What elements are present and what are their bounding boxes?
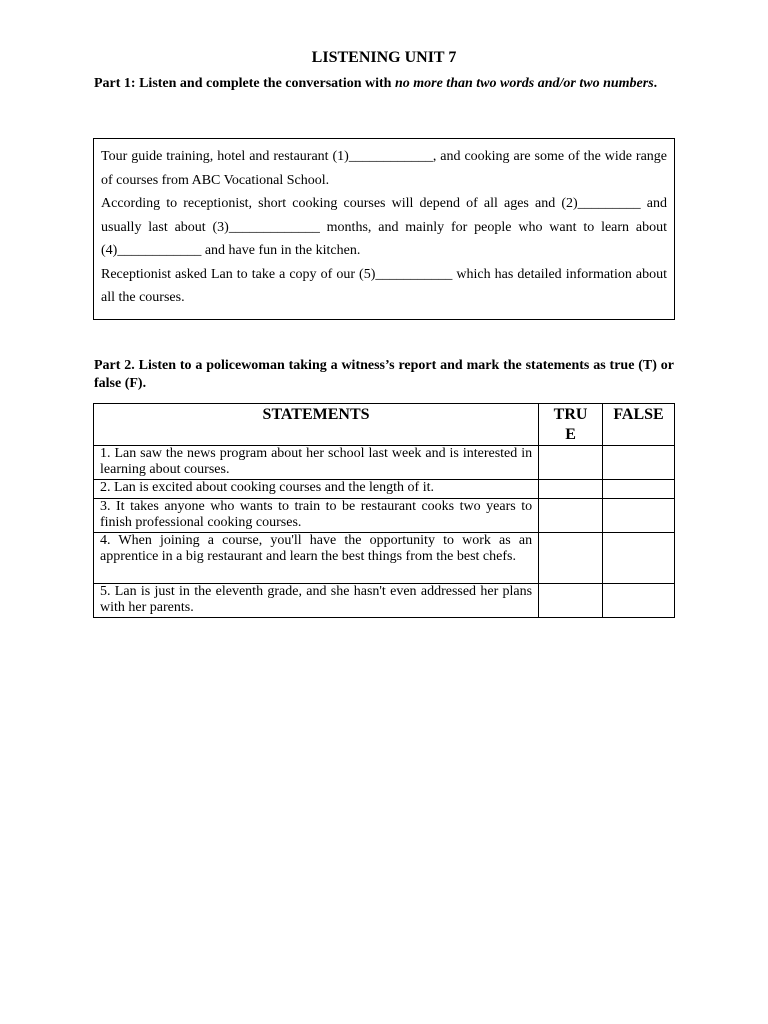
part2-instruction: Part 2. Listen to a policewoman taking a witness’s report and mark the statements as true (T) or false (F). — [94, 358, 674, 391]
true-answer-cell[interactable] — [539, 584, 603, 618]
false-answer-cell[interactable] — [603, 533, 675, 584]
passage-sentence-3: Receptionist asked Lan to take a copy of our (5)___________ which has detailed information about all the courses. — [101, 266, 667, 305]
statement-text: 1. Lan saw the news program about her school last week and is interested in learning about courses. — [94, 446, 539, 480]
passage-box — [93, 138, 675, 320]
false-answer-cell[interactable] — [603, 480, 675, 499]
statement-text: 2. Lan is excited about cooking courses and the length of it. — [94, 480, 539, 499]
statement-text: 3. It takes anyone who wants to train to be restaurant cooks two years to finish professional cooking courses. — [94, 499, 539, 533]
part1-instruction-end: . — [653, 76, 658, 91]
header-statements: STATEMENTS — [94, 404, 539, 446]
page-title: LISTENING UNIT 7 — [311, 49, 457, 66]
header-true — [539, 404, 603, 446]
false-answer-cell[interactable] — [603, 499, 675, 533]
table-row — [94, 584, 675, 618]
statement-text: 4. When joining a course, you'll have the opportunity to work as an apprentice in a big restaurant and learn the best things from the best chefs. — [94, 533, 539, 584]
header-true-line1: TRU — [553, 406, 588, 423]
table-row — [94, 480, 675, 499]
passage-sentence-1: Tour guide training, hotel and restaurant (1)____________, and cooking are some of the wide range of courses from ABC Vocational School. — [101, 149, 667, 188]
true-answer-cell[interactable] — [539, 446, 603, 480]
true-answer-cell[interactable] — [539, 499, 603, 533]
part1-instruction — [94, 72, 674, 95]
table-header-row — [94, 404, 675, 446]
header-false: FALSE — [603, 404, 675, 446]
statements-table — [93, 403, 675, 618]
table-row — [94, 533, 675, 584]
passage-sentence-2: According to receptionist, short cooking courses will depend of all ages and (2)_________ and usually last about (3)_____________ months, and mainly for people who want to learn about (4)____________ and have fun in the kitchen. — [101, 196, 667, 258]
false-answer-cell[interactable] — [603, 584, 675, 618]
part1-instruction-emphasis: no more than two words and/or two numbers — [394, 76, 654, 91]
true-answer-cell[interactable] — [539, 533, 603, 584]
false-answer-cell[interactable] — [603, 446, 675, 480]
table-row — [94, 499, 675, 533]
part1-instruction-text: Part 1: Listen and complete the conversation with — [94, 76, 395, 91]
statement-text: 5. Lan is just in the eleventh grade, and she hasn't even addressed her plans with her parents. — [94, 584, 539, 618]
true-answer-cell[interactable] — [539, 480, 603, 499]
header-true-line2: E — [565, 426, 576, 443]
table-row — [94, 446, 675, 480]
